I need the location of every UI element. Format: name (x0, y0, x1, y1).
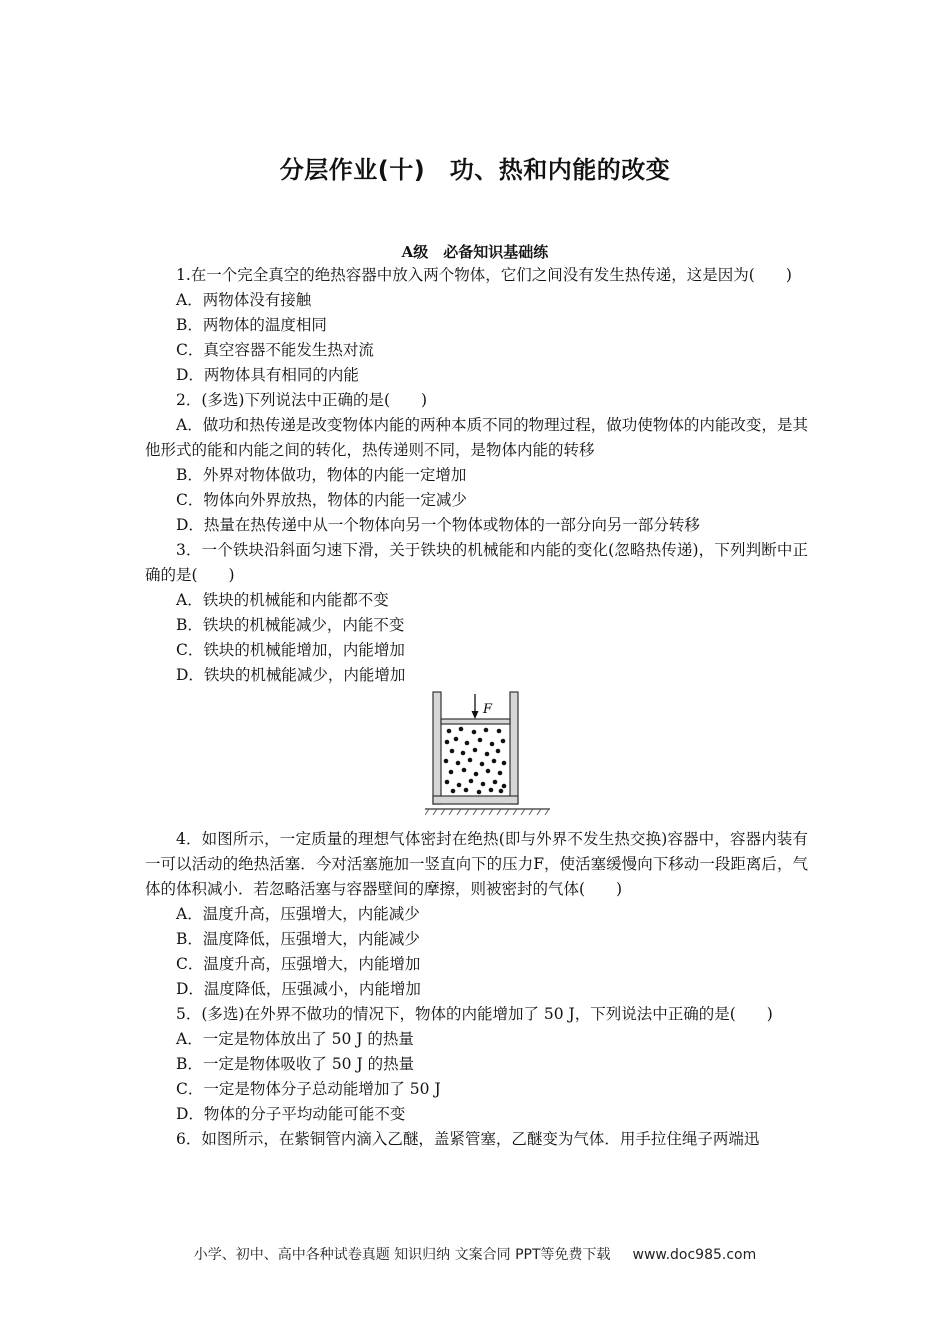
option-c: C．铁块的机械能增加，内能增加 (176, 641, 405, 659)
question-2 (145, 388, 808, 538)
gas-molecule (457, 783, 462, 788)
gas-molecule (459, 727, 464, 732)
gas-molecule (480, 762, 485, 767)
gas-molecule (486, 769, 491, 774)
question-stem: 5．(多选)在外界不做功的情况下，物体的内能增加了 50 J，下列说法中正确的是( ) (176, 1005, 773, 1023)
option-b: B．外界对物体做功，物体的内能一定增加 (176, 466, 467, 484)
gas-molecule (498, 771, 503, 776)
gas-molecule (445, 780, 450, 785)
gas-molecule (496, 749, 501, 754)
question-6 (145, 1127, 808, 1152)
option-d: D．铁块的机械能减少，内能增加 (176, 666, 406, 684)
section-heading: A级 必备知识基础练 (401, 243, 549, 261)
option-d: D．物体的分子平均动能可能不变 (176, 1105, 406, 1123)
gas-molecule (501, 739, 506, 744)
gas-molecule (445, 740, 450, 745)
gas-molecule (469, 779, 474, 784)
gas-molecule (484, 728, 489, 733)
piston-diagram (425, 690, 550, 816)
page-footer (0, 1244, 950, 1264)
force-label: F (483, 702, 493, 717)
gas-molecule (497, 729, 502, 734)
question-5 (145, 1002, 808, 1127)
page-title: 分层作业(十) 功、热和内能的改变 (279, 156, 671, 184)
gas-molecule (490, 742, 495, 747)
gas-molecule (465, 741, 470, 746)
option-a: A．做功和热传递是改变物体内能的两种本质不同的物理过程，做功使物体的内能改变，是其他形式的能和内能之间的转化，热传递则不同，是物体内能的转移 (145, 416, 808, 459)
gas-molecule (502, 761, 507, 766)
question-stem: 6．如图所示，在紫铜管内滴入乙醚，盖紧管塞，乙醚变为气体．用手拉住绳子两端迅 (176, 1130, 760, 1148)
option-d: D．两物体具有相同的内能 (176, 366, 359, 384)
question-list (145, 263, 808, 1152)
footer-text: 小学、初中、高中各种试卷真题 知识归纳 文案合同 PPT等免费下载 (193, 1247, 611, 1263)
option-b: B．温度降低，压强增大，内能减少 (176, 930, 420, 948)
piston-container-figure (145, 690, 808, 817)
option-a: A．温度升高，压强增大，内能减少 (176, 905, 420, 923)
option-c: C．一定是物体分子总动能增加了 50 J (176, 1080, 441, 1098)
gas-molecule (473, 748, 478, 753)
gas-molecule (451, 789, 456, 794)
gas-molecule (444, 759, 449, 764)
gas-molecule (447, 729, 452, 734)
option-c: C．物体向外界放热，物体的内能一定减少 (176, 491, 467, 509)
gas-molecule (454, 737, 459, 742)
force-arrow-head (472, 711, 479, 719)
question-stem: 3．一个铁块沿斜面匀速下滑，关于铁块的机械能和内能的变化(忽略热传递)，下列判断中正确的是( ) (145, 541, 808, 584)
gas-molecule (477, 790, 482, 795)
option-d: D．热量在热传递中从一个物体向另一个物体或物体的一部分向另一部分转移 (176, 516, 700, 534)
gas-molecule (468, 758, 473, 763)
question-stem: 1.在一个完全真空的绝热容器中放入两个物体，它们之间没有发生热传递，这是因为( ) (176, 266, 792, 284)
gas-molecule (461, 751, 466, 756)
footer-site[interactable]: www.doc985.com (632, 1247, 757, 1263)
option-b: B．一定是物体吸收了 50 J 的热量 (176, 1055, 415, 1073)
gas-molecule (489, 788, 494, 793)
container-bottom (433, 796, 518, 804)
question-1 (145, 263, 808, 388)
question-4 (145, 827, 808, 1002)
gas-molecule (472, 730, 477, 735)
gas-molecule (450, 749, 455, 754)
option-d: D．温度降低，压强减小，内能增加 (176, 980, 421, 998)
gas-molecule (492, 759, 497, 764)
gas-molecule (499, 789, 504, 794)
gas-molecule (485, 752, 490, 757)
gas-molecule (449, 770, 454, 775)
option-a: A．两物体没有接触 (176, 291, 312, 309)
gas-molecule (474, 772, 479, 777)
gas-molecule (502, 784, 507, 789)
gas-molecule (493, 780, 498, 785)
gas-molecule (462, 768, 467, 773)
question-3 (145, 538, 808, 688)
ground-hatch (425, 809, 549, 815)
option-b: B．两物体的温度相同 (176, 316, 327, 334)
right-wall (510, 692, 518, 804)
gas-molecule (478, 738, 483, 743)
left-wall (433, 692, 441, 804)
gas-molecule (456, 761, 461, 766)
option-b: B．铁块的机械能减少，内能不变 (176, 616, 405, 634)
option-c: C．温度升高，压强增大，内能增加 (176, 955, 421, 973)
gas-molecule (481, 782, 486, 787)
option-a: A．一定是物体放出了 50 J 的热量 (176, 1030, 414, 1048)
question-stem: 4．如图所示，一定质量的理想气体密封在绝热(即与外界不发生热交换)容器中，容器内装有一可以活动的绝热活塞．今对活塞施加一竖直向下的压力F，使活塞缓慢向下移动一段距离后，气体的体积减小．若忽略活塞与容器壁间的摩擦，则被密封的气体( ) (145, 830, 808, 898)
option-a: A．铁块的机械能和内能都不变 (176, 591, 389, 609)
piston (441, 719, 510, 724)
gas-molecules (444, 727, 507, 795)
option-c: C．真空容器不能发生热对流 (176, 341, 374, 359)
gas-molecule (464, 788, 469, 793)
question-stem: 2．(多选)下列说法中正确的是( ) (176, 391, 428, 409)
